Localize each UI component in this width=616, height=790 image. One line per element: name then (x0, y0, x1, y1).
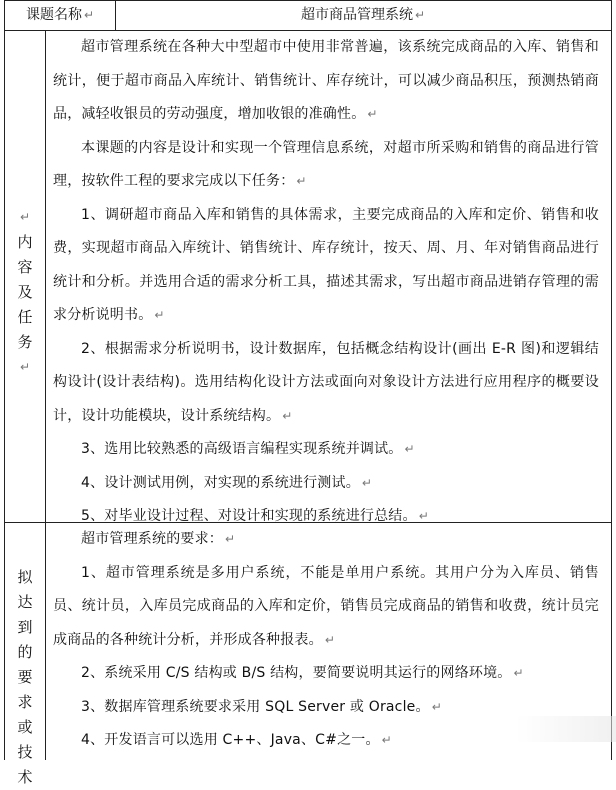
header-divider (115, 0, 116, 30)
section2-paragraph: 超市管理系统的要求： ↵ (81, 531, 236, 547)
section1-paragraph: 超市管理系统在各种大中型超市中使用非常普遍，该系统完成商品的入库、销售和统计，便于超市商品入库统计、销售统计、库存统计，可以减少商品积压，预测热销商品，减轻收银员的劳动强度，增加收银的准确性。 ↵ (53, 39, 599, 122)
section1-paragraph: 5、对毕业设计过程、对设计和实现的系统进行总结。 ↵ (81, 508, 429, 524)
topic-label: 课题名称 ↵ (25, 7, 95, 23)
bottom-right-fade (516, 716, 616, 742)
header-row (5, 0, 611, 30)
section2-paragraph: 2、系统采用 C/S 结构或 B/S 结构，要简要说明其运行的网络环境。 ↵ (81, 665, 524, 681)
section2-paragraph: 4、开发语言可以选用 C++、Java、C#之一。 ↵ (81, 732, 392, 748)
section2-label: 拟 达 到 的 要 求 或 技 术 (17, 568, 33, 786)
section2-paragraph: 1、超市管理系统是多用户系统，不能是单用户系统。其用户分为入库员、销售员、统计员，入库员完成商品的入库和定价，销售员完成商品的销售和收费，统计员完成商品的各种统计分析，并形成各种报表。 ↵ (53, 564, 599, 648)
section1-paragraph: 4、设计测试用例，对实现的系统进行测试。 ↵ (81, 474, 373, 491)
section1-paragraph: 1、调研超市商品入库和销售的具体需求，主要完成商品的入库和定价、销售和收费，实现超市商品入库统计、销售统计、库存统计，按天、周、月、年对销售商品进行统计和分析。并选用合适的需求分析工具，描述其需求，写出超市商品进销存管理的需求分析说明书。 ↵ (53, 206, 599, 323)
section1-paragraph: 3、选用比较熟悉的高级语言编程实现系统并调试。 ↵ (81, 441, 415, 457)
section1-content (45, 31, 611, 534)
section1-paragraph: 2、根据需求分析说明书，设计数据库，包括概念结构设计(画出 E-R 图)和逻辑结构设计(设计表结构)。选用结构化设计方法或面向对象设计方法进行应用程序的概要设计，设计功能模块，设计系统结构。 ↵ (53, 340, 599, 424)
task-table (4, 0, 612, 786)
topic-value: 超市商品管理系统 ↵ (300, 7, 426, 23)
section1-paragraph: 本课题的内容是设计和实现一个管理信息系统，对超市所采购和销售的商品进行管理，按软件工程的要求完成以下任务： ↵ (53, 139, 599, 189)
section1-label: ↵ 内 容 及 任 务 ↵ (17, 210, 33, 374)
section2-paragraph: 3、数据库管理系统要求采用 SQL Server 或 Oracle。 ↵ (81, 698, 442, 715)
